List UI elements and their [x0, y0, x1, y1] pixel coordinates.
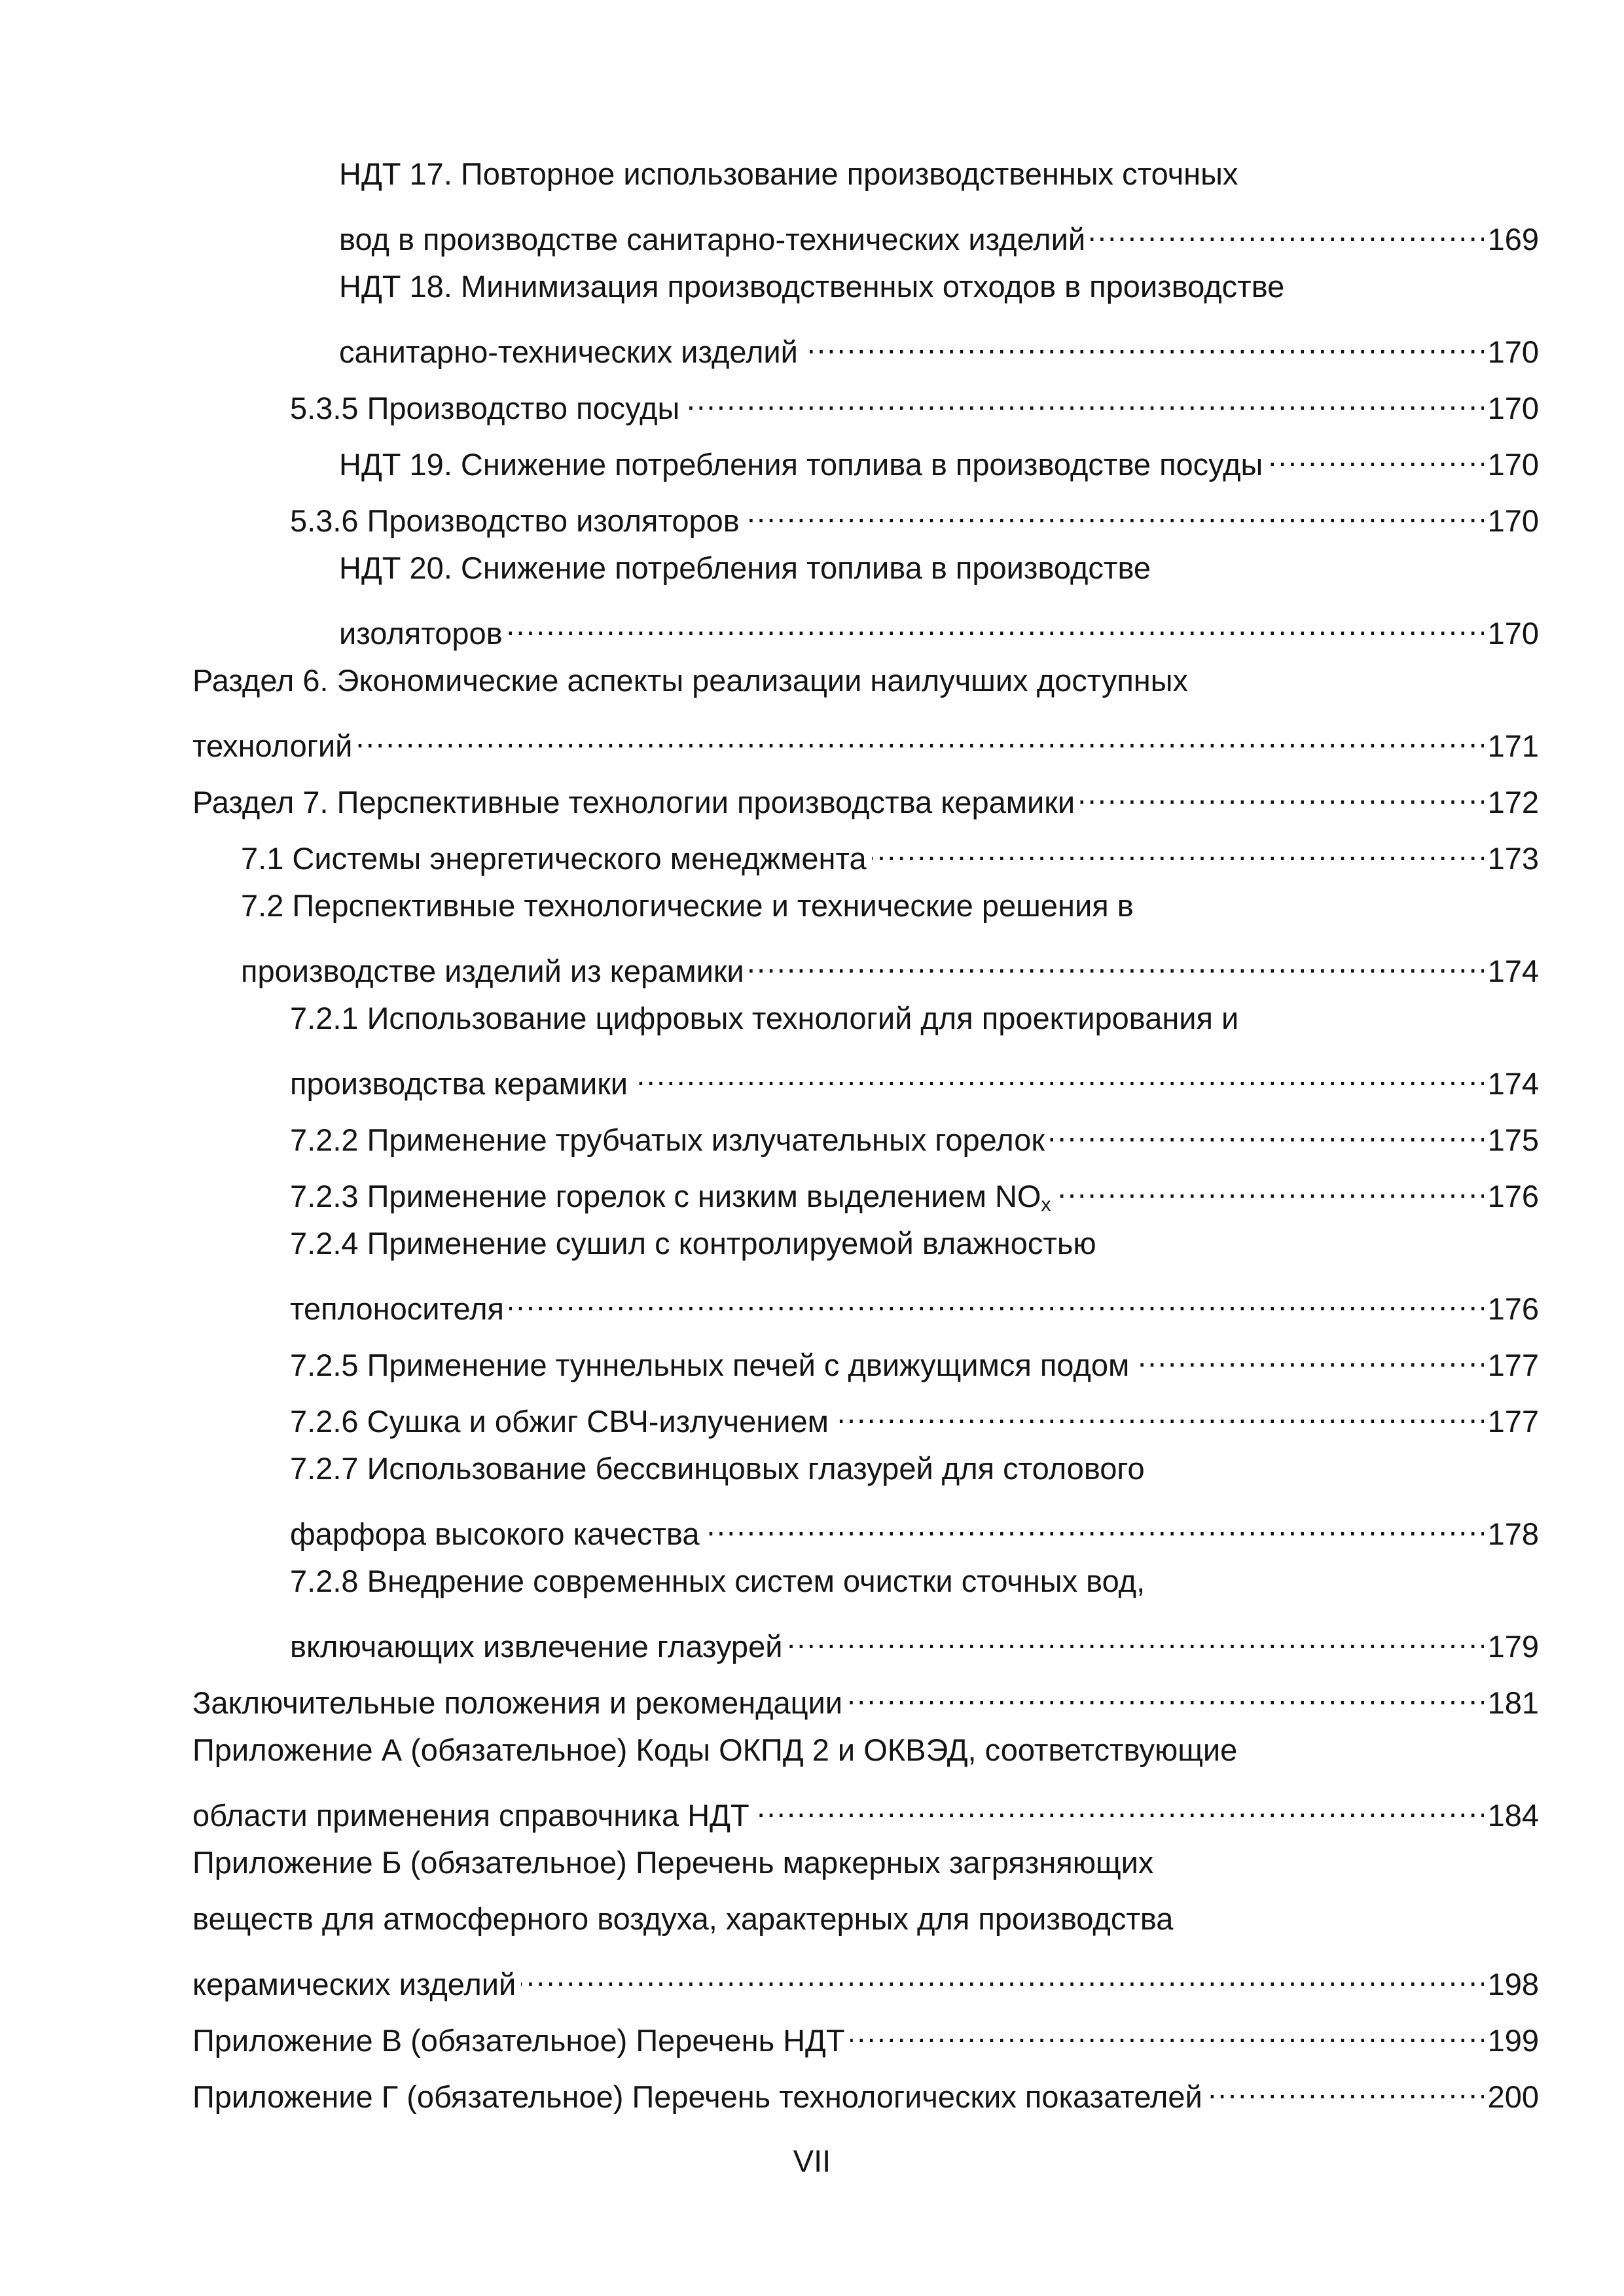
toc-page-number: 170: [1487, 447, 1539, 482]
toc-entry-7-2-6[interactable]: [290, 1393, 1539, 1439]
toc-entry-text: технологий: [192, 728, 353, 763]
toc-entry-7-2-1-line1: [290, 999, 1238, 1038]
dot-leader: [749, 942, 1484, 982]
dot-leader: [521, 1956, 1483, 1995]
toc-entry-text: 7.2.8 Внедрение современных систем очистки сточных вод,: [290, 1564, 1146, 1598]
toc-entry-text: 7.2.2 Применение трубчатых излучательных горелок: [290, 1122, 1045, 1157]
toc-entry-ndt18[interactable]: [339, 323, 1539, 369]
toc-entry-5-3-6[interactable]: [290, 492, 1539, 538]
toc-entry-text: веществ для атмосферного воздуха, характерных для производства: [192, 1901, 1174, 1936]
toc-page-number: 170: [1487, 334, 1539, 369]
toc-entry-razdel7[interactable]: [192, 774, 1539, 819]
toc-page-number: 176: [1487, 1179, 1539, 1213]
toc-page-number: 178: [1487, 1516, 1539, 1551]
toc-entry-appendix-b[interactable]: [192, 1956, 1539, 2001]
toc-page-number: 174: [1487, 954, 1539, 988]
toc-entry-text: производства керамики: [290, 1066, 628, 1101]
toc-page-number: 181: [1487, 1685, 1539, 1720]
toc-entry-ndt20[interactable]: [339, 605, 1539, 651]
toc-entry-appendix-a-line1: [192, 1731, 1237, 1770]
dot-leader: [1080, 774, 1483, 813]
dot-leader: [755, 1787, 1484, 1826]
dot-leader: [509, 1280, 1484, 1319]
toc-entry-text: Раздел 6. Экономические аспекты реализации наилучших доступных: [192, 663, 1189, 698]
toc-page-number: 169: [1487, 222, 1539, 257]
toc-entry-text: Приложение А (обязательное) Коды ОКПД 2 и ОКВЭД, соответствующие: [192, 1732, 1238, 1767]
subscript-x: x: [1041, 1194, 1051, 1215]
dot-leader: [633, 1055, 1484, 1094]
toc-entry-ndt20-line1: [339, 548, 1151, 588]
toc-entry-appendix-a[interactable]: [192, 1787, 1539, 1833]
dot-leader: [803, 323, 1484, 363]
dot-leader: [850, 2012, 1484, 2051]
toc-entry-text: 7.2.5 Применение туннельных печей с движущимся подом: [290, 1348, 1130, 1382]
dot-leader: [357, 717, 1483, 757]
dot-leader: [1268, 436, 1483, 475]
toc-entry-7-2-4[interactable]: [290, 1280, 1539, 1326]
toc-entry-7-2-8[interactable]: [290, 1618, 1539, 1664]
toc-entry-text: 7.2.4 Применение сушил с контролируемой влажностью: [290, 1226, 1096, 1261]
toc-entry-text: 5.3.5 Производство посуды: [290, 391, 680, 425]
toc-page-number: 177: [1487, 1348, 1539, 1382]
toc-entry-7-2-2[interactable]: [290, 1111, 1539, 1157]
toc-entry-text: Приложение Б (обязательное) Перечень маркерных загрязняющих: [192, 1845, 1154, 1880]
dot-leader: [745, 492, 1484, 531]
toc-entry-text: 7.2.1 Использование цифровых технологий для проектирования и: [290, 1001, 1239, 1035]
toc-entry-text: Заключительные положения и рекомендации: [192, 1685, 843, 1720]
toc-entry-appendix-g[interactable]: [192, 2068, 1539, 2114]
toc-entry-text: НДТ 17. Повторное использование производственных сточных: [339, 156, 1238, 191]
toc-page-number: 176: [1487, 1291, 1539, 1326]
toc-entry-text: [290, 1177, 1051, 1216]
toc-entry-text: производстве изделий из керамики: [241, 954, 744, 988]
toc-entry-text: керамических изделий: [192, 1967, 516, 2001]
toc-entry-5-3-5[interactable]: [290, 380, 1539, 425]
toc-entry-text: изоляторов: [339, 616, 503, 651]
dot-leader: [848, 1674, 1484, 1713]
toc-entry-7-2-7[interactable]: [290, 1505, 1539, 1551]
toc-entry-text: Приложение Г (обязательное) Перечень технологических показателей: [192, 2079, 1202, 2114]
dot-leader: [704, 1505, 1483, 1545]
toc-entry-appendix-v[interactable]: [192, 2012, 1539, 2058]
dot-leader: [1208, 2068, 1484, 2108]
toc-entry-ndt19[interactable]: [339, 436, 1539, 482]
toc-entry-razdel6-line1: [192, 661, 1188, 700]
toc-entry-text: санитарно-технических изделий: [339, 334, 798, 369]
toc-entry-7-2-4-line1: [290, 1224, 1096, 1263]
toc-entry-text: включающих извлечение глазурей: [290, 1629, 783, 1664]
toc-entry-7-2-1[interactable]: [290, 1055, 1539, 1101]
toc-entry-7-2-line1: [241, 886, 1134, 925]
toc-entry-text: области применения справочника НДТ: [192, 1798, 749, 1833]
dot-leader: [1091, 211, 1483, 250]
toc-entry-7-2-3[interactable]: [290, 1168, 1539, 1215]
toc-entry-7-2-7-line1: [290, 1449, 1145, 1488]
toc-entry-text: теплоносителя: [290, 1291, 504, 1326]
toc-entry-7-2[interactable]: [241, 942, 1539, 988]
toc-page-number: 200: [1487, 2079, 1539, 2114]
toc-entry-text: Приложение В (обязательное) Перечень НДТ: [192, 2023, 845, 2058]
toc-page-number: 175: [1487, 1122, 1539, 1157]
toc-entry-text: Раздел 7. Перспективные технологии производства керамики: [192, 785, 1075, 819]
toc-entry-title: 7.2.3 Применение горелок с низким выделением NO: [290, 1179, 1041, 1213]
dot-leader: [1050, 1111, 1484, 1151]
toc-page-number: 170: [1487, 391, 1539, 425]
toc-page-number: 171: [1487, 728, 1539, 763]
toc-entry-text: фарфора высокого качества: [290, 1516, 700, 1551]
toc-entry-text: вод в производстве санитарно-технических изделий: [339, 222, 1086, 257]
toc-page-number: 170: [1487, 616, 1539, 651]
toc-page-number: 179: [1487, 1629, 1539, 1664]
dot-leader: [1134, 1336, 1483, 1376]
toc-entry-7-1[interactable]: [241, 830, 1539, 876]
dot-leader: [508, 605, 1484, 644]
toc-entry-ndt18-line1: [339, 267, 1284, 306]
toc-page-number: 184: [1487, 1798, 1539, 1833]
toc-page-number: 199: [1487, 2023, 1539, 2058]
dot-leader: [787, 1618, 1483, 1657]
toc-page-number: 172: [1487, 785, 1539, 819]
page-number-footer: VII: [793, 2144, 831, 2178]
toc-page-number: 173: [1487, 841, 1539, 876]
toc-entry-razdel6[interactable]: [192, 717, 1539, 763]
toc-entry-7-2-8-line1: [290, 1562, 1145, 1601]
toc-entry-7-2-5[interactable]: [290, 1336, 1539, 1382]
toc-entry-text: 7.2 Перспективные технологические и технические решения в: [241, 888, 1134, 923]
toc-entry-appendix-b-line2: [192, 1899, 1173, 1939]
toc-entry-text: 7.2.6 Сушка и обжиг СВЧ-излучением: [290, 1404, 829, 1439]
toc-entry-ndt17-line1: [339, 154, 1238, 194]
toc-page-number: 174: [1487, 1066, 1539, 1101]
toc-page-number: 177: [1487, 1404, 1539, 1439]
toc-entry-appendix-b-line1: [192, 1843, 1153, 1882]
dot-leader: [685, 380, 1483, 419]
dot-leader: [1056, 1168, 1483, 1207]
toc-entry-text: НДТ 18. Минимизация производственных отходов в производстве: [339, 269, 1285, 304]
toc-entry-text: 7.1 Системы энергетического менеджмента: [241, 841, 867, 876]
toc-entry-ndt17[interactable]: [339, 211, 1539, 257]
dot-leader: [872, 830, 1484, 869]
toc-page-number: 170: [1487, 503, 1539, 538]
toc-page-number: 198: [1487, 1967, 1539, 2001]
dot-leader: [834, 1393, 1484, 1432]
toc-entry-text: НДТ 19. Снижение потребления топлива в производстве посуды: [339, 447, 1263, 482]
toc-entry-conclusions[interactable]: [192, 1674, 1539, 1720]
toc-entry-text: 7.2.7 Использование бессвинцовых глазурей для столового: [290, 1451, 1145, 1486]
toc-entry-text: 5.3.6 Производство изоляторов: [290, 503, 740, 538]
toc-entry-text: НДТ 20. Снижение потребления топлива в производстве: [339, 550, 1151, 585]
